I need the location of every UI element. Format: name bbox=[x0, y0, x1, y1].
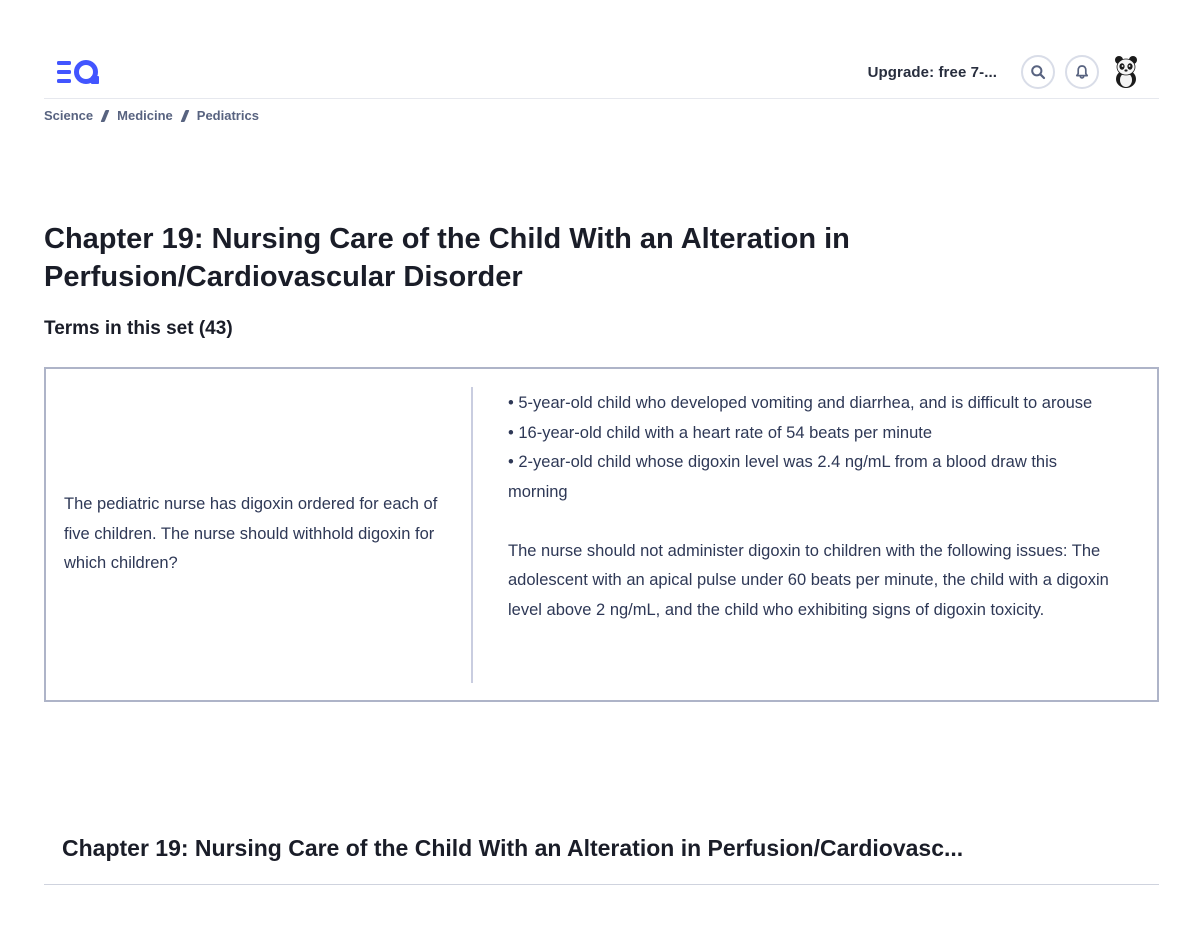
page-title: Chapter 19: Nursing Care of the Child With an Alteration in Perfusion/Cardiovascular Disorder bbox=[44, 223, 850, 293]
breadcrumb-link-science[interactable]: Science bbox=[44, 108, 94, 123]
breadcrumb-separator bbox=[180, 110, 189, 122]
quizlet-logo-icon[interactable] bbox=[56, 58, 102, 86]
terms-count-heading: Terms in this set (43) bbox=[44, 318, 233, 339]
definition-line: • 16-year-old child with a heart rate of 54 beats per minute bbox=[508, 423, 933, 442]
term-text bbox=[64, 369, 459, 700]
upgrade-button[interactable]: Upgrade: free 7-... bbox=[867, 63, 997, 81]
panda-avatar-icon[interactable] bbox=[1111, 55, 1141, 89]
notifications-button[interactable] bbox=[1065, 55, 1099, 89]
breadcrumb-link-medicine[interactable]: Medicine bbox=[117, 108, 173, 123]
search-icon bbox=[1030, 64, 1046, 80]
card-divider bbox=[471, 387, 473, 683]
breadcrumb bbox=[44, 108, 259, 123]
top-nav bbox=[44, 52, 1159, 99]
term-question: The pediatric nurse has digoxin ordered for each of five children. The nurse should withhold digoxin for which children? bbox=[64, 495, 438, 573]
definition-line: • 5-year-old child who developed vomiting and diarrhea, and is difficult to arouse bbox=[508, 394, 1093, 412]
header-actions bbox=[868, 52, 1141, 92]
definition-explanation: The nurse should not administer digoxin to children with the following issues: The adolescent with an apical pulse under 60 beats per minute, the child with a digoxin level above 2 ng/mL, and the child who exhibiting signs of digoxin toxicity. bbox=[508, 541, 1109, 619]
search-button[interactable] bbox=[1021, 55, 1055, 89]
definition-text bbox=[508, 389, 1118, 625]
divider bbox=[44, 884, 1159, 885]
term-card bbox=[44, 367, 1159, 702]
breadcrumb-separator bbox=[101, 110, 110, 122]
set-title-footer: Chapter 19: Nursing Care of the Child With an Alteration in Perfusion/Cardiovasc... bbox=[62, 835, 964, 861]
bell-icon bbox=[1074, 64, 1090, 80]
definition-line: • 2-year-old child whose digoxin level was 2.4 ng/mL from a blood draw this morning bbox=[508, 453, 1058, 501]
definition-spacer bbox=[508, 507, 1118, 537]
breadcrumb-link-pediatrics[interactable]: Pediatrics bbox=[196, 108, 259, 123]
